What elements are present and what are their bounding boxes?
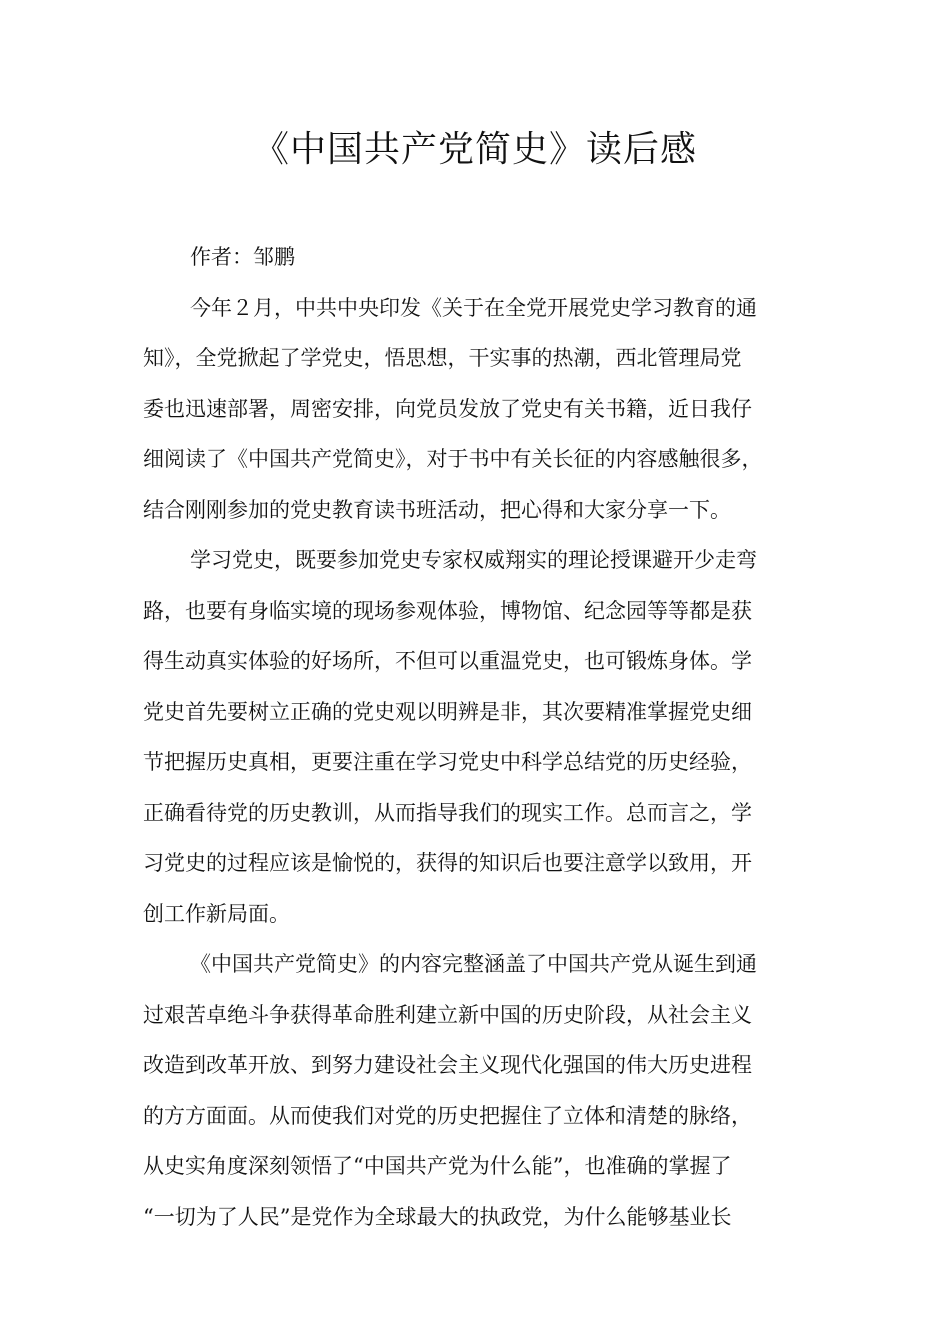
text-line: 细阅读了《中国共产党简史》，对于书中有关长征的内容感触很多，: [143, 447, 763, 471]
text-line: 今年２月，中共中央印发《关于在全党开展党史学习教育的通: [190, 295, 757, 320]
text-line: 的方方面面。从而使我们对党的历史把握住了立体和清楚的脉络，: [143, 1103, 752, 1128]
text-line: 结合刚刚参加的党史教育读书班活动，把心得和大家分享一下。: [143, 497, 731, 522]
text-line: 正确看待党的历史教训，从而指导我们的现实工作。总而言之，学: [143, 800, 752, 825]
text-line: 从史实角度深刻领悟了“中国共产党为什么能”，也准确的掌握了: [143, 1154, 732, 1178]
paragraph-2: [143, 535, 819, 939]
author-line: 作者：邹鹏: [190, 245, 295, 269]
text-line: 学习党史，既要参加党史专家权威翔实的理论授课避开少走弯: [190, 548, 757, 572]
text-line: 过艰苦卓绝斗争获得革命胜利建立新中国的历史阶段，从社会主义: [143, 1002, 752, 1027]
text-line: 节把握历史真相，更要注重在学习党史中科学总结党的历史经验，: [143, 750, 752, 774]
text-line: 知》，全党掀起了学党史，悟思想，干实事的热潮，西北管理局党: [143, 346, 742, 370]
text-line: 创工作新局面。: [143, 901, 290, 926]
text-line: 得生动真实体验的好场所，不但可以重温党史，也可锻炼身体。学: [143, 649, 752, 673]
text-line: 党史首先要树立正确的党史观以明辨是非，其次要精准掌握党史细: [143, 699, 752, 724]
paragraph-1: [143, 283, 819, 536]
text-line: “一切为了人民”是党作为全球最大的执政党，为什么能够基业长: [143, 1204, 732, 1229]
text-line: 改造到改革开放、到努力建设社会主义现代化强国的伟大历史进程: [143, 1053, 752, 1077]
document-title: 《中国共产党简史》读后感: [252, 129, 697, 170]
text-line: 《中国共产党简史》的内容完整涵盖了中国共产党从诞生到通: [190, 952, 757, 976]
text-line: 路，也要有身临实境的现场参观体验，博物馆、纪念园等等都是获: [143, 598, 752, 623]
text-line: 习党史的过程应该是愉悦的，获得的知识后也要注意学以致用，开: [143, 851, 752, 875]
text-line: 委也迅速部署，周密安排，向党员发放了党史有关书籍，近日我仔: [143, 396, 752, 421]
paragraph-3: [143, 939, 819, 1242]
document-body: [143, 232, 819, 1242]
